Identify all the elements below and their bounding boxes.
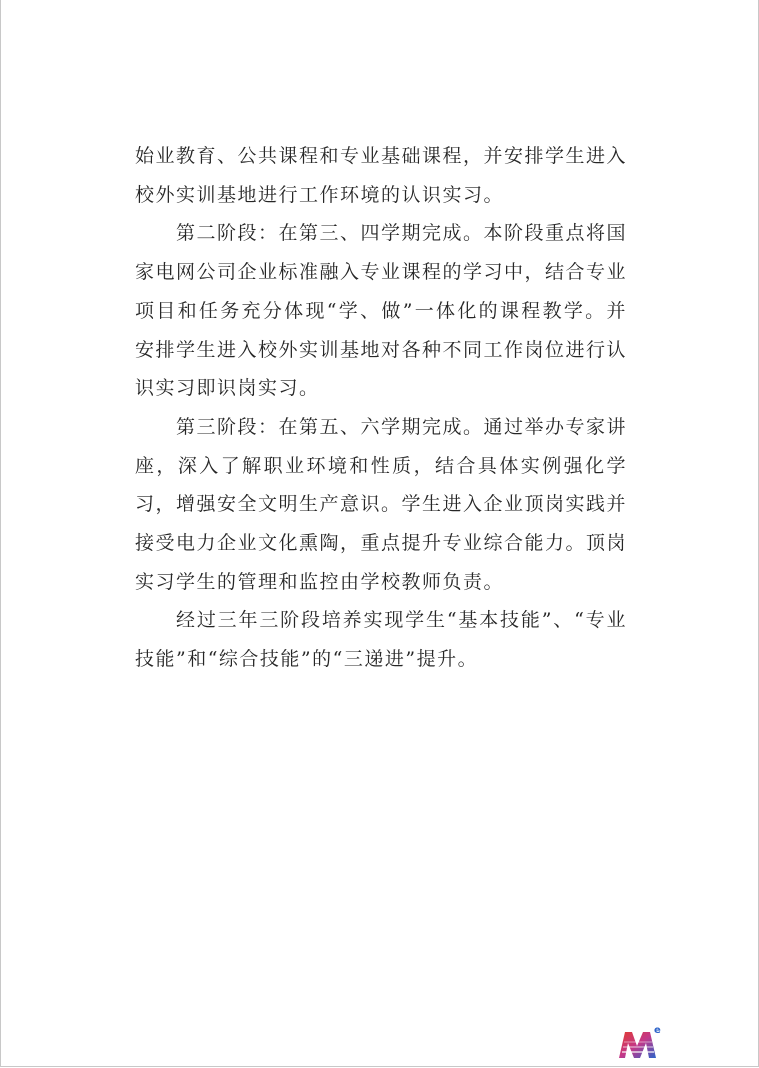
paragraph-summary: 经过三年三阶段培养实现学生“基本技能”、“专业技能”和“综合技能”的“三递进”提升。 [135,609,627,671]
body-text [135,137,627,679]
paragraph-stage-two: 第二阶段：在第三、四学期完成。本阶段重点将国家电网公司企业标准融入专业课程的学习中，结合专业项目和任务充分体现“学、做”一体化的课程教学。并安排学生进入校外实训基地对各种不同工作岗位进行认识实习即识岗实习。 [135,222,628,400]
logo-sup-letter: e [654,1025,661,1036]
paragraph-stage-three: 第三阶段：在第五、六学期完成。通过举办专家讲座，深入了解职业环境和性质，结合具体实例强化学习，增强安全文明生产意识。学生进入企业顶岗实践并接受电力企业文化熏陶，重点提升专业综合能力。顶岗实习学生的管理和监控由学校教师负责。 [135,415,628,593]
paragraph-continuation: 始业教育、公共课程和专业基础课程，并安排学生进入校外实训基地进行工作环境的认识实习。 [135,145,628,206]
me-logo-icon [615,1024,663,1062]
logo-m-shape [619,1032,656,1058]
